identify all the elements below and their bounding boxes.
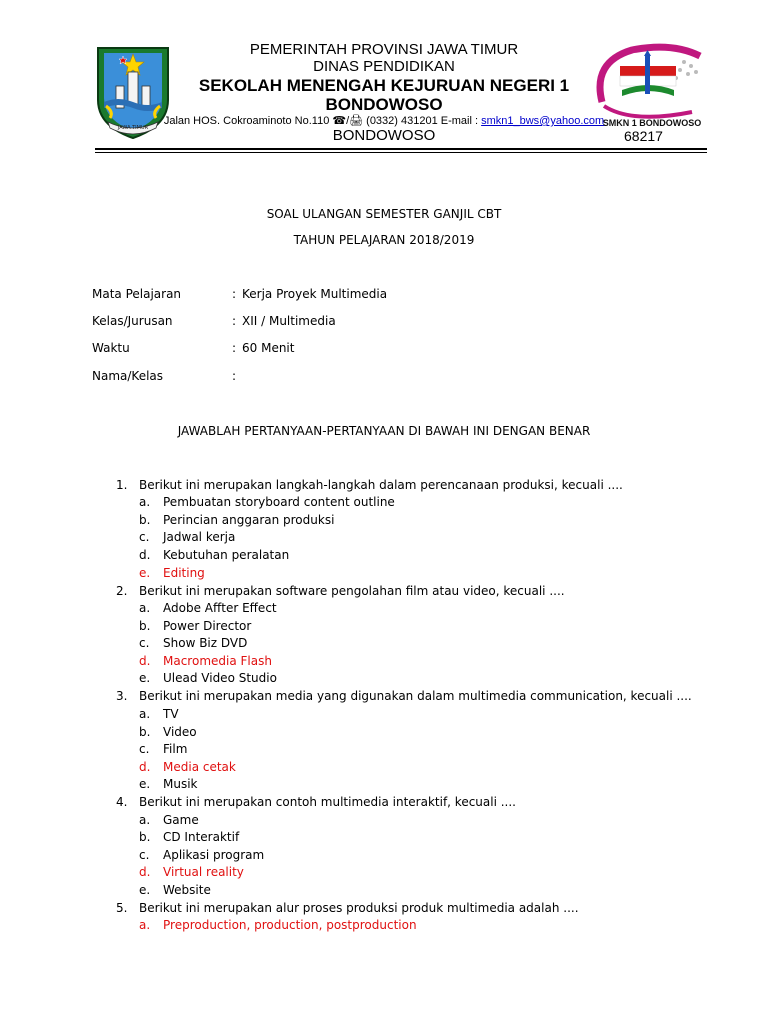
option-row: [0, 601, 768, 619]
question-text: Berikut ini merupakan contoh multimedia interaktif, kecuali ....: [139, 795, 516, 809]
option-letter: a.: [139, 495, 151, 509]
option-row-correct: [0, 918, 768, 936]
right-logo-label: SMKN 1 BONDOWOSO: [602, 118, 702, 128]
option-letter: b.: [139, 513, 151, 527]
option-row: [0, 813, 768, 831]
exam-year: TAHUN PELAJARAN 2018/2019: [293, 233, 475, 247]
option-row: [0, 636, 768, 654]
option-letter: d.: [139, 760, 151, 774]
option-text: Power Director: [163, 619, 252, 633]
info-label: Kelas/Jurusan: [92, 314, 173, 328]
option-letter: b.: [139, 725, 151, 739]
left-logo-motto: JAWA TIMUR: [117, 125, 149, 131]
option-letter: a.: [139, 813, 151, 827]
option-text: Video: [163, 725, 197, 739]
option-letter: e.: [139, 566, 151, 580]
option-text: Game: [163, 813, 199, 827]
option-row: [0, 883, 768, 901]
info-label: Waktu: [92, 341, 130, 355]
option-text: Media cetak: [163, 760, 236, 774]
option-text: Show Biz DVD: [163, 636, 248, 650]
question-4: [0, 795, 768, 813]
option-row: [0, 530, 768, 548]
option-row-correct: [0, 566, 768, 584]
option-row: [0, 548, 768, 566]
letterhead-government-line: PEMERINTAH PROVINSI JAWA TIMUR: [249, 41, 519, 58]
option-text: Aplikasi program: [163, 848, 265, 862]
option-row: [0, 848, 768, 866]
option-text: Website: [163, 883, 211, 897]
exam-title: SOAL ULANGAN SEMESTER GANJIL CBT: [266, 207, 502, 221]
option-row-correct: [0, 865, 768, 883]
option-row: [0, 495, 768, 513]
info-colon: :: [232, 341, 237, 355]
info-label: Nama/Kelas: [92, 369, 164, 383]
question-number: 1.: [116, 478, 128, 492]
info-colon: :: [232, 287, 237, 301]
question-text: Berikut ini merupakan media yang digunakan dalam multimedia communication, kecuali ....: [139, 689, 692, 703]
question-text: Berikut ini merupakan langkah-langkah dalam perencanaan produksi, kecuali ....: [139, 478, 623, 492]
option-text: TV: [163, 707, 179, 721]
question-number: 2.: [116, 584, 128, 598]
question-number: 5.: [116, 901, 128, 915]
option-letter: a.: [139, 707, 151, 721]
option-row: [0, 619, 768, 637]
question-5: [0, 901, 768, 919]
option-text: Kebutuhan peralatan: [163, 548, 290, 562]
info-value: Kerja Proyek Multimedia: [242, 287, 388, 301]
letterhead-department-line: DINAS PENDIDIKAN: [313, 58, 455, 75]
option-letter: c.: [139, 848, 150, 862]
question-text: Berikut ini merupakan alur proses produksi produk multimedia adalah ....: [139, 901, 579, 915]
option-letter: b.: [139, 619, 151, 633]
option-text: Adobe Affter Effect: [163, 601, 277, 615]
info-value: 60 Menit: [242, 341, 295, 355]
letterhead-address: [0, 114, 768, 127]
option-letter: a.: [139, 601, 151, 615]
option-row-correct: [0, 760, 768, 778]
option-letter: b.: [139, 830, 151, 844]
option-text: Musik: [163, 777, 198, 791]
option-row: [0, 742, 768, 760]
option-letter: e.: [139, 777, 151, 791]
option-text: Ulead Video Studio: [163, 671, 277, 685]
address-text: Jalan HOS. Cokroaminoto No.110 ☎/🖨 (0332) 431201 E-mail :: [163, 115, 482, 127]
option-text: CD Interaktif: [163, 830, 240, 844]
info-label: Mata Pelajaran: [92, 287, 182, 301]
question-2: [0, 584, 768, 602]
option-text: Editing: [163, 566, 205, 580]
option-letter: c.: [139, 530, 150, 544]
question-3: [0, 689, 768, 707]
letterhead-city: BONDOWOSO: [332, 127, 436, 144]
option-letter: c.: [139, 742, 150, 756]
letterhead-school-city: BONDOWOSO: [325, 95, 443, 114]
letterhead-rule-thin: [95, 152, 707, 153]
option-row: [0, 725, 768, 743]
option-text: Jadwal kerja: [163, 530, 236, 544]
option-letter: e.: [139, 671, 151, 685]
info-value: XII / Multimedia: [242, 314, 336, 328]
option-row: [0, 830, 768, 848]
question-number: 3.: [116, 689, 128, 703]
letterhead-postal-code: 68217: [624, 128, 663, 144]
question-text: Berikut ini merupakan software pengolahan film atau video, kecuali ....: [139, 584, 565, 598]
letterhead-school-name: SEKOLAH MENENGAH KEJURUAN NEGERI 1: [198, 76, 570, 95]
option-text: Virtual reality: [163, 865, 244, 879]
letterhead-rule-thick: [95, 148, 707, 150]
option-row: [0, 671, 768, 689]
info-colon: :: [232, 369, 237, 383]
option-text: Perincian anggaran produksi: [163, 513, 335, 527]
option-letter: e.: [139, 883, 151, 897]
option-row: [0, 513, 768, 531]
question-1: [0, 478, 768, 496]
option-row-correct: [0, 654, 768, 672]
exam-instruction: JAWABLAH PERTANYAAN-PERTANYAAN DI BAWAH INI DENGAN BENAR: [177, 424, 591, 438]
info-colon: :: [232, 314, 237, 328]
option-letter: d.: [139, 865, 151, 879]
option-letter: d.: [139, 548, 151, 562]
option-letter: d.: [139, 654, 151, 668]
option-text: Macromedia Flash: [163, 654, 272, 668]
option-text: Pembuatan storyboard content outline: [163, 495, 395, 509]
option-row: [0, 777, 768, 795]
option-text: Preproduction, production, postproduction: [163, 918, 417, 932]
option-letter: c.: [139, 636, 150, 650]
option-text: Film: [163, 742, 188, 756]
email-link[interactable]: smkn1_bws@yahoo.com: [481, 115, 605, 127]
option-row: [0, 707, 768, 725]
question-number: 4.: [116, 795, 128, 809]
option-letter: a.: [139, 918, 151, 932]
